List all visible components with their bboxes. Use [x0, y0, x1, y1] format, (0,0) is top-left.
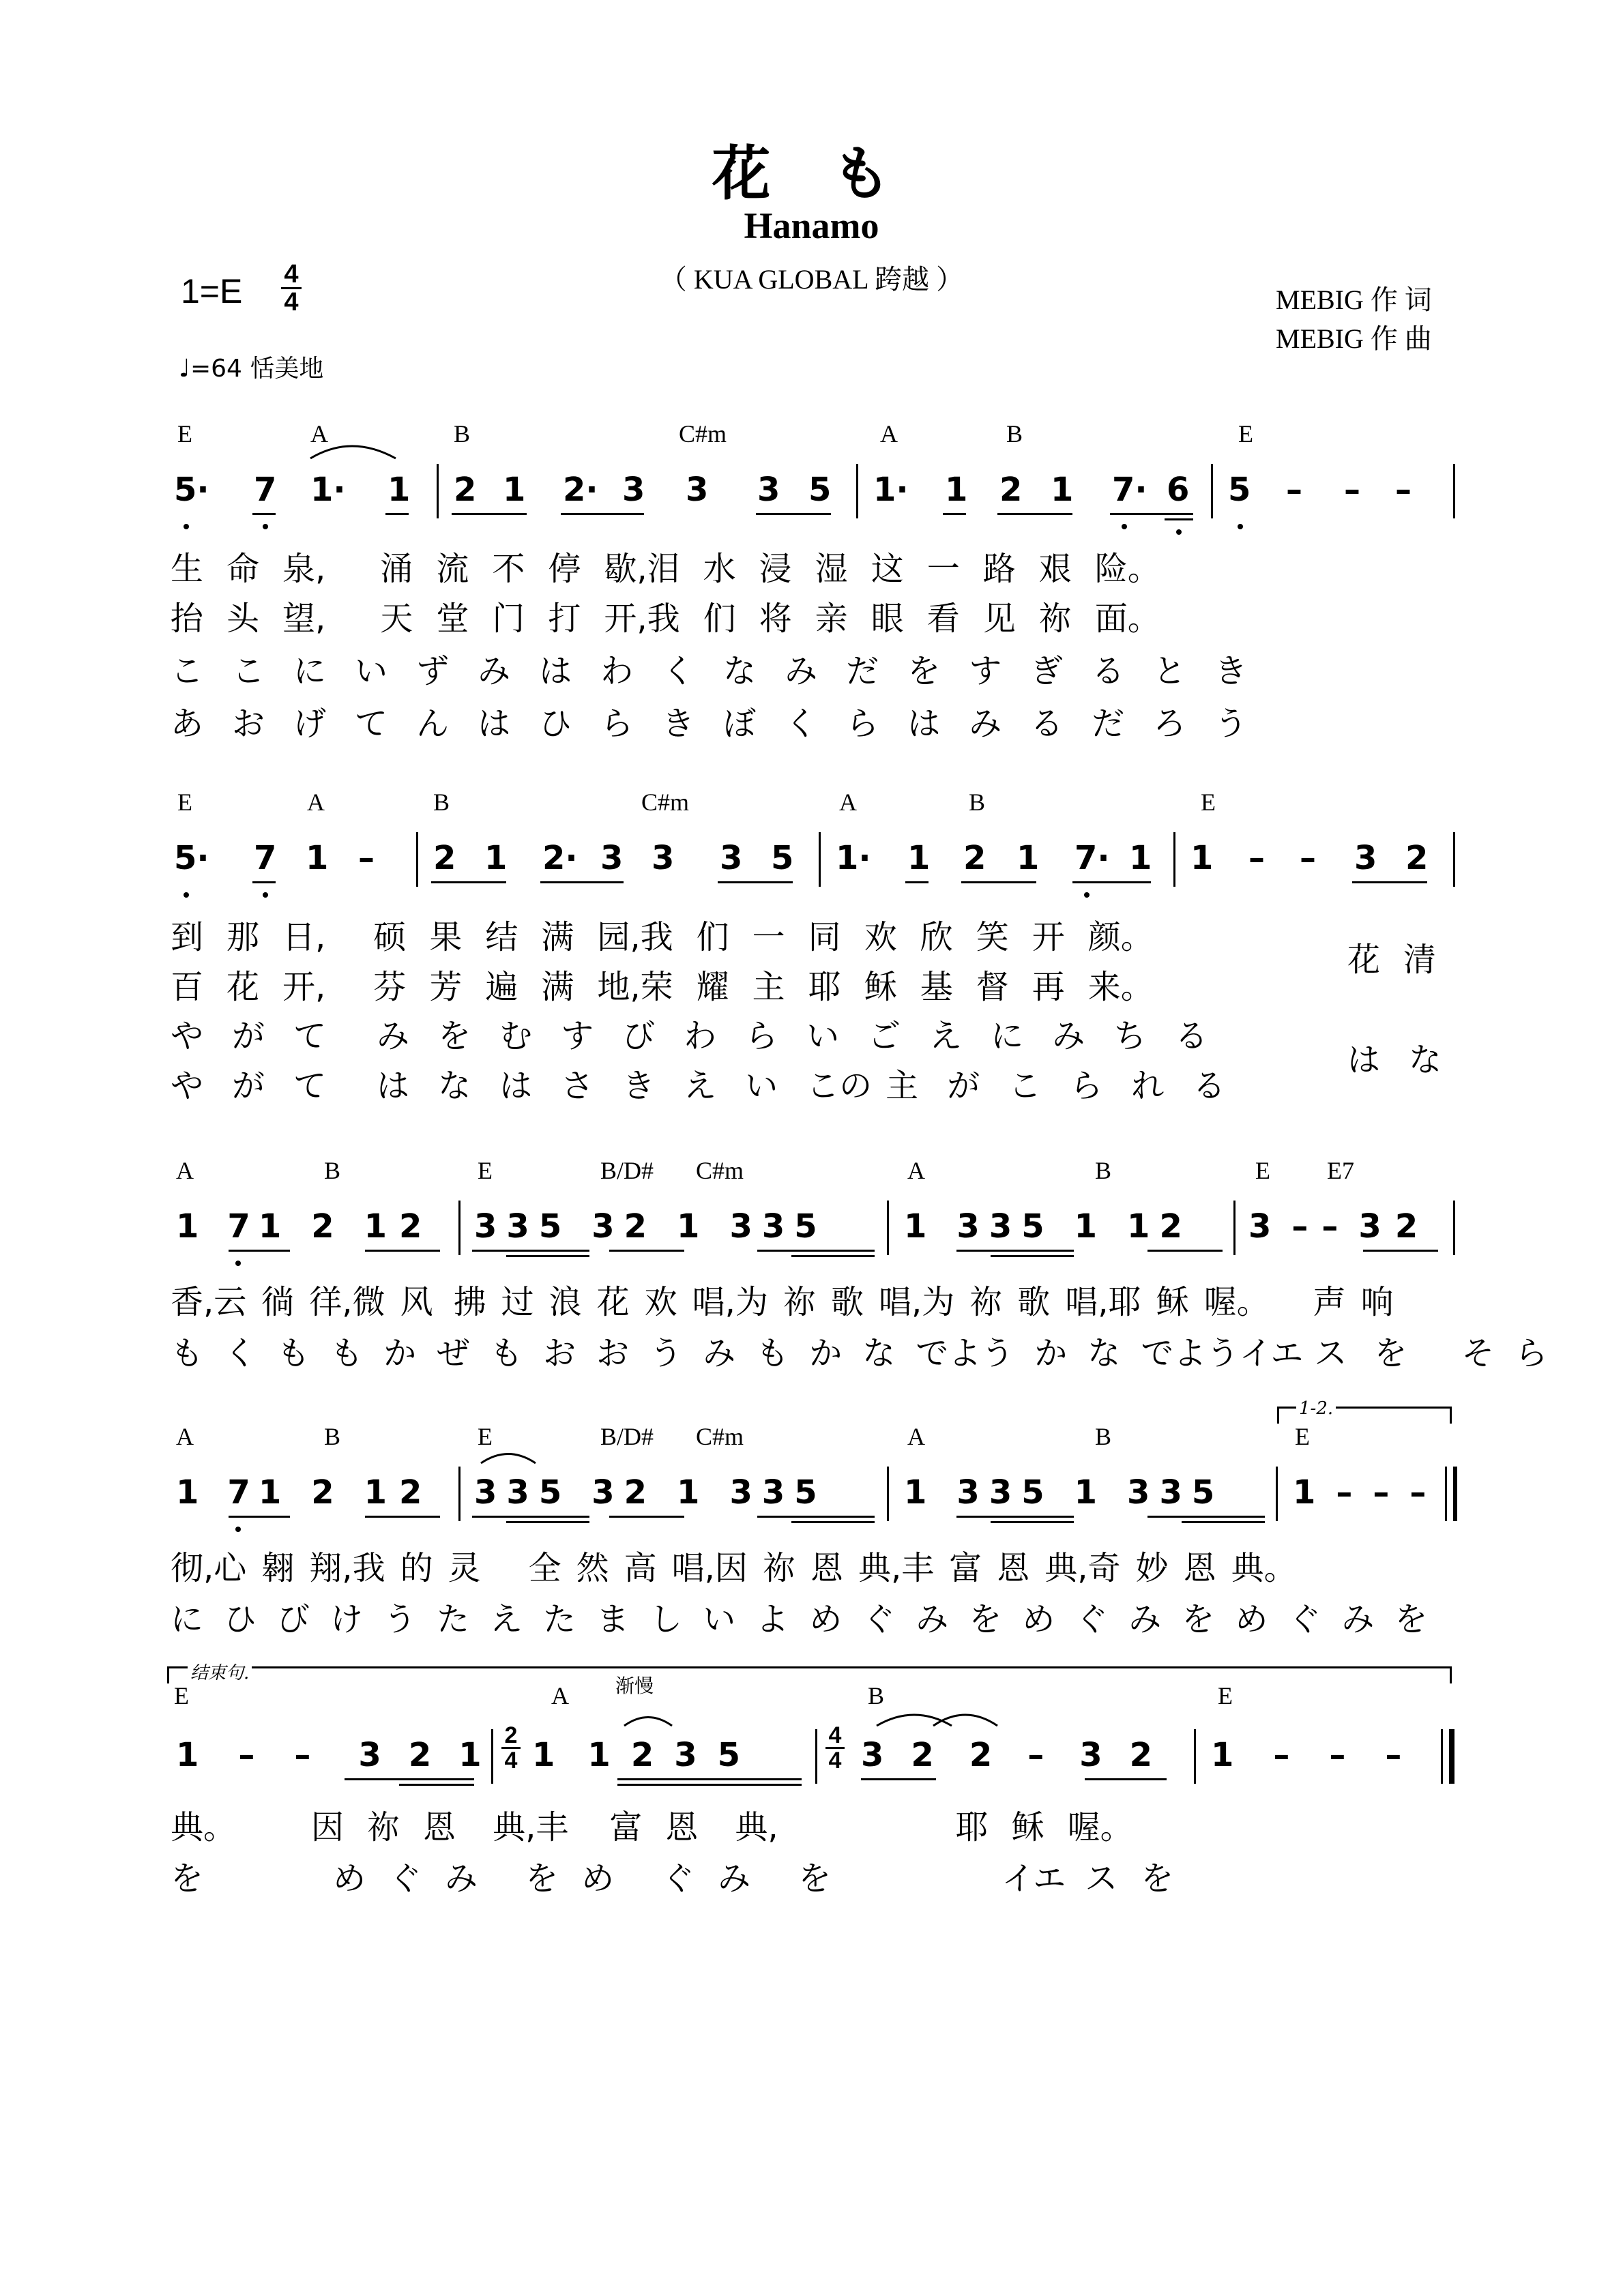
measure-4: 1 – – –	[1293, 1473, 1427, 1512]
lyric-line-3: や が て み を む す び わ ら い ご え に み ち る	[171, 1017, 1208, 1055]
note: 1	[1190, 839, 1214, 877]
lyric-line-2: も く も も か ぜ も お お う み も か な でよう か な でようイエ ス を そ ら	[171, 1334, 1548, 1372]
note: 3	[652, 839, 675, 877]
chord: E	[177, 789, 192, 816]
pickup-lyric-cn: 花 清	[1347, 941, 1437, 979]
note: –	[358, 839, 375, 877]
key-signature: 1=E	[181, 272, 243, 310]
measure-3: 3 2 2 – 3 2	[861, 1736, 1153, 1774]
note: 3	[720, 839, 743, 877]
measure-3: 1 3 3 5 1 3 3 5	[904, 1473, 1215, 1512]
chord: B	[969, 789, 986, 816]
time-signature-bottom: 4	[284, 288, 299, 317]
note: –	[1395, 471, 1412, 509]
chord: B	[1095, 1157, 1112, 1184]
lyricist-credit: MEBIG 作 词	[1276, 284, 1432, 315]
measure-2: 3 3 5 3 2 1 3 3 5	[474, 1207, 817, 1246]
lyric-line-2: に ひ び け う た え た ま し い よ め ぐ み を め ぐ み を め ぐ み を	[171, 1600, 1428, 1638]
note: 5	[771, 839, 794, 877]
chord: E	[1295, 1423, 1310, 1450]
chord: E7	[1327, 1157, 1354, 1184]
note: 1	[1017, 839, 1040, 877]
lyric-line-1: 典。 因 祢 恩 典,丰 富 恩 典, 耶 稣 喔。	[171, 1808, 1133, 1846]
note: 1·	[873, 471, 909, 509]
lyric-line-4: あ お げ て ん は ひ ら き ぼ く ら は み る だ ろ う	[171, 705, 1248, 743]
note: 1	[1051, 471, 1074, 509]
chord: B	[1006, 420, 1023, 447]
note: 7·	[1074, 839, 1110, 877]
chord: E	[1238, 420, 1253, 447]
source-note: （ KUA GLOBAL 跨越 ）	[659, 264, 964, 295]
note: 1	[306, 839, 329, 877]
note: 1	[484, 839, 508, 877]
lyric-line-2: 抬 头 望, 天 堂 门 打 开,我 们 将 亲 眼 看 见 祢 面。	[171, 600, 1160, 638]
time-signature-4-4: 4 4	[825, 1724, 845, 1772]
chord: B	[324, 1423, 341, 1450]
note: –	[1248, 839, 1265, 877]
note: 5	[1228, 471, 1251, 509]
chord: A	[907, 1423, 925, 1450]
note: 1·	[836, 839, 871, 877]
note: 7	[254, 471, 277, 509]
pickup-lyric-jp: は な	[1347, 1041, 1442, 1079]
note: 6	[1167, 471, 1190, 509]
measure-1: 1 7 1 2 1 2	[176, 1473, 422, 1512]
chord: A	[176, 1423, 194, 1450]
note: 3	[1354, 839, 1377, 877]
chord: B	[1095, 1423, 1112, 1450]
chord: A	[551, 1682, 569, 1709]
lyric-line-1: 彻,心 翱 翔,我 的 灵 全 然 高 唱,因 祢 恩 典,丰 富 恩 典,奇 妙 恩 典。	[171, 1549, 1297, 1587]
time-signature-2-4: 2 4	[501, 1724, 521, 1772]
chord: A	[880, 420, 898, 447]
lyric-line-1: 到 那 日, 硕 果 结 满 园,我 们 一 同 欢 欣 笑 开 颜。	[171, 918, 1154, 956]
note: 3	[686, 471, 709, 509]
note: 1	[907, 839, 931, 877]
note: 7	[254, 839, 277, 877]
chord: E	[177, 420, 192, 447]
volta-label: 1-2.	[1296, 1398, 1336, 1419]
measure-1: 1 7 1 2 1 2	[176, 1207, 422, 1246]
slur	[624, 1718, 672, 1726]
chord: C#m	[696, 1157, 744, 1184]
lyric-line-4: や が て は な は さ き え い この 主 が こ ら れ る	[171, 1067, 1226, 1105]
note: 2	[963, 839, 986, 877]
page-subtitle: Hanamo	[744, 205, 879, 246]
chord: E	[1218, 1682, 1233, 1709]
measure-1: 1 – – 3 2 1	[176, 1736, 482, 1774]
chord: E	[478, 1157, 493, 1184]
chord: E	[174, 1682, 189, 1709]
chord: E	[478, 1423, 493, 1450]
note: 3	[757, 471, 780, 509]
lyric-line-3: こ こ に い ず み は わ く な み だ を す ぎ る と き	[171, 652, 1248, 690]
measure-4: 1 – – –	[1211, 1736, 1402, 1774]
measure-2: 3 3 5 3 2 1 3 3 5	[474, 1473, 817, 1512]
chord: B	[868, 1682, 885, 1709]
chord: C#m	[696, 1423, 744, 1450]
note: 7·	[1112, 471, 1147, 509]
chord: E	[1255, 1157, 1270, 1184]
note: 2	[999, 471, 1023, 509]
lyric-line-2: を め ぐ み を め ぐ み を イエ ス を	[171, 1859, 1174, 1898]
page-title: 花 も	[712, 139, 911, 208]
chord: A	[176, 1157, 194, 1184]
slur	[481, 1454, 536, 1464]
tempo-marking: ♩=64 恬美地	[179, 355, 324, 383]
measure-3: 1 3 3 5 1 1 2	[904, 1207, 1182, 1246]
chord: A	[310, 420, 328, 447]
chord: B/D#	[600, 1423, 654, 1450]
chord: B	[324, 1157, 341, 1184]
note: 3	[600, 839, 624, 877]
lyric-line-1: 香,云 徜 徉,微 风 拂 过 浪 花 欢 唱,为 祢 歌 唱,为 祢 歌 唱,耶 稣 喔。 声 响	[171, 1283, 1394, 1321]
chord: B	[433, 789, 450, 816]
note: 2·	[542, 839, 578, 877]
note: –	[1286, 471, 1302, 509]
chord: C#m	[641, 789, 690, 816]
note: 1·	[310, 471, 346, 509]
note: 2	[1405, 839, 1429, 877]
ritardando-marking: 渐慢	[615, 1675, 654, 1697]
slur	[933, 1715, 997, 1726]
note: –	[1344, 471, 1360, 509]
measure-4: 3 – – 3 2	[1248, 1207, 1418, 1246]
chord: A	[307, 789, 325, 816]
chord: C#m	[679, 420, 727, 447]
note: 1	[503, 471, 526, 509]
time-signature-top: 4	[284, 260, 299, 289]
tie	[310, 446, 396, 458]
lyric-line-1: 生 命 泉, 涌 流 不 停 歇,泪 水 浸 湿 这 一 路 艰 险。	[171, 550, 1160, 588]
note: 3	[622, 471, 645, 509]
note: 5	[808, 471, 832, 509]
note: 1	[388, 471, 411, 509]
ending-label: 结束句.	[188, 1659, 252, 1684]
measure-2: 1 1 2 3 5	[532, 1736, 741, 1774]
chord: A	[839, 789, 857, 816]
composer-credit: MEBIG 作 曲	[1276, 323, 1432, 354]
note: 2·	[563, 471, 598, 509]
note: 5·	[174, 839, 209, 877]
chord: B	[454, 420, 471, 447]
note: 1	[1129, 839, 1152, 877]
note: –	[1300, 839, 1316, 877]
chord: B/D#	[600, 1157, 654, 1184]
chord: E	[1201, 789, 1216, 816]
note: 1	[945, 471, 968, 509]
note: 5·	[174, 471, 209, 509]
note: 2	[454, 471, 477, 509]
note: 2	[433, 839, 456, 877]
chord: A	[907, 1157, 925, 1184]
lyric-line-2: 百 花 开, 芬 芳 遍 满 地,荣 耀 主 耶 稣 基 督 再 来。	[171, 968, 1154, 1006]
